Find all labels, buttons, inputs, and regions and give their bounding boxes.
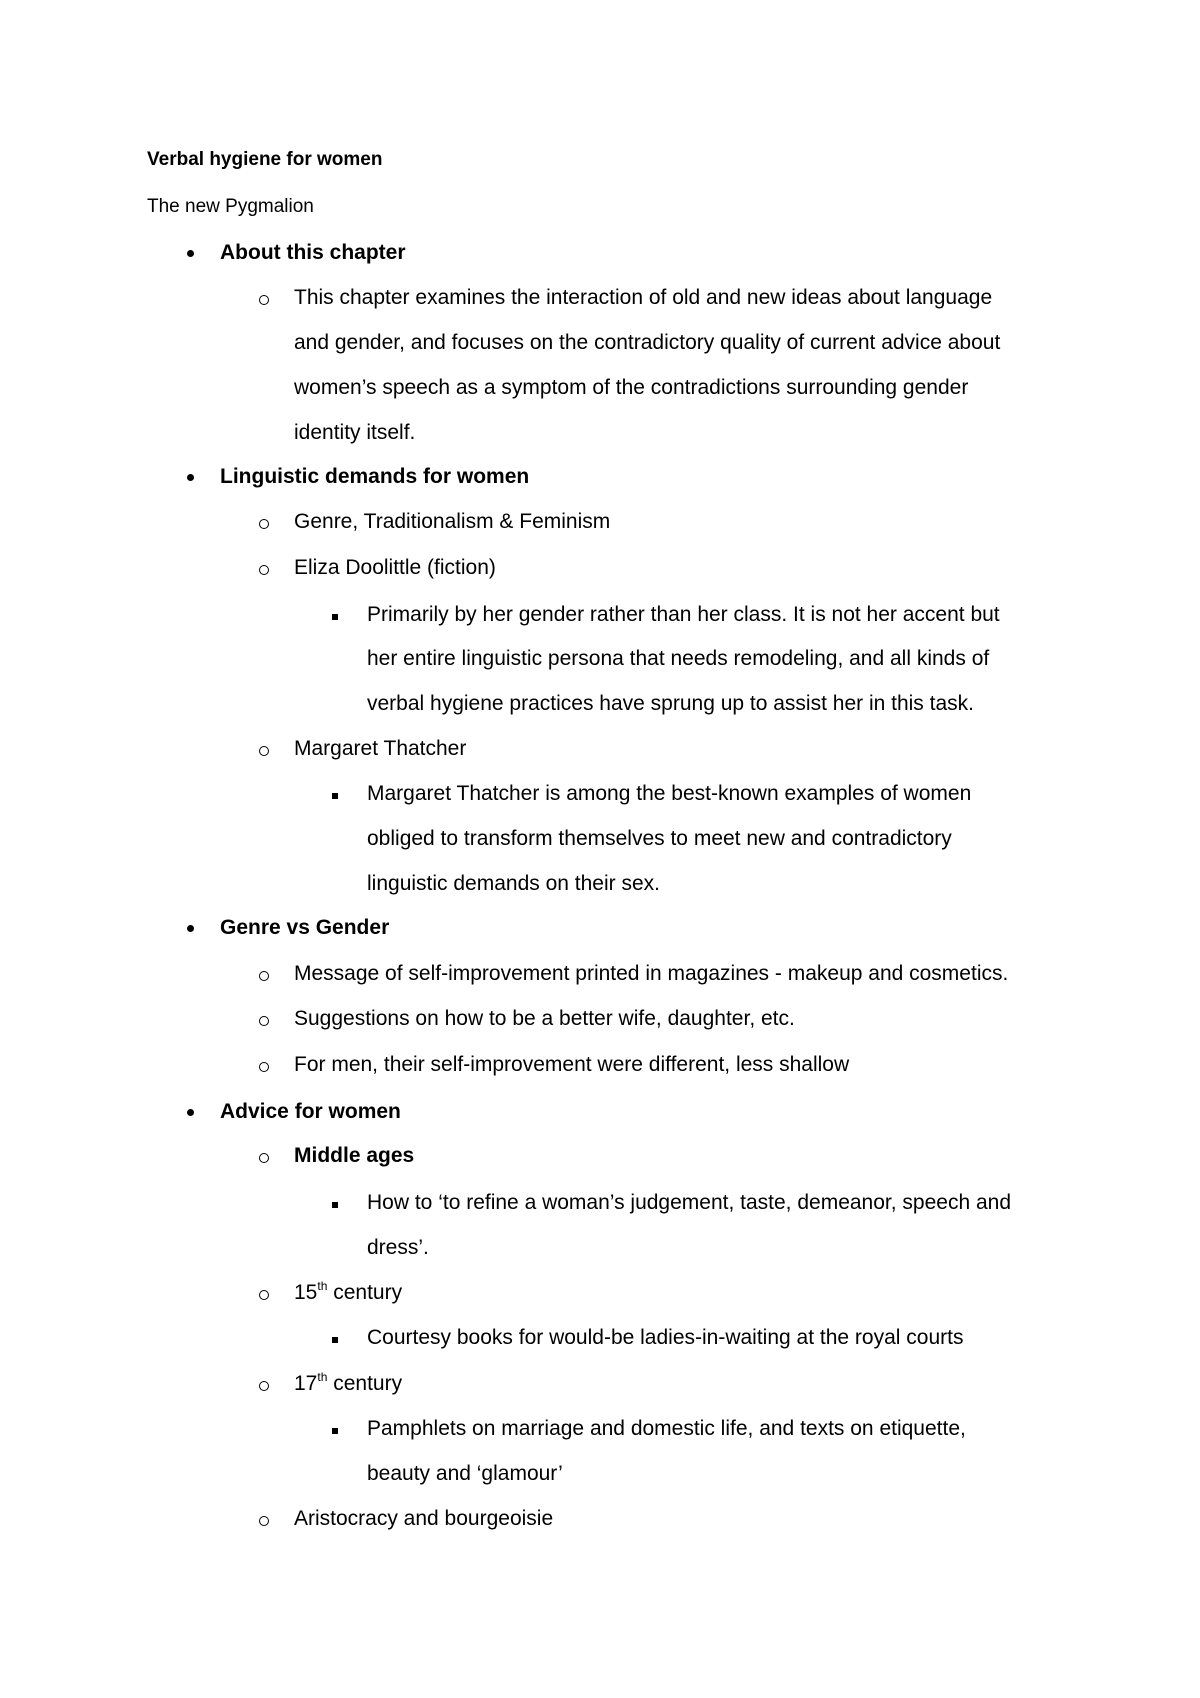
circle-bullet-icon [259, 295, 269, 305]
section-heading-advice: Advice for women [220, 1100, 401, 1123]
section-heading-about: About this chapter [220, 241, 406, 264]
paragraph-line: Pamphlets on marriage and domestic life, and texts on etiquette, [367, 1417, 966, 1440]
circle-bullet-icon [259, 1516, 269, 1526]
list-item [294, 1280, 402, 1306]
list-item: Margaret Thatcher [294, 737, 467, 760]
paragraph-line: and gender, and focuses on the contradictory quality of current advice about [294, 331, 1001, 354]
circle-bullet-icon [259, 1016, 269, 1026]
paragraph-line: dress’. [367, 1236, 429, 1259]
paragraph-line: This chapter examines the interaction of old and new ideas about language [294, 286, 993, 309]
section-heading-genre-vs-gender: Genre vs Gender [220, 916, 390, 939]
century-number: 15 [294, 1281, 318, 1304]
circle-bullet-icon [259, 1153, 269, 1163]
circle-bullet-icon [259, 1381, 269, 1391]
century-word: century [327, 1281, 403, 1304]
list-item: Aristocracy and bourgeoisie [294, 1507, 554, 1530]
square-bullet-icon [332, 1337, 338, 1343]
bullet-icon [187, 250, 194, 257]
list-item: For men, their self-improvement were different, less shallow [294, 1053, 850, 1076]
paragraph-line: verbal hygiene practices have sprung up to assist her in this task. [367, 692, 974, 715]
square-bullet-icon [332, 614, 338, 620]
century-number: 17 [294, 1372, 318, 1395]
paragraph-line: obliged to transform themselves to meet new and contradictory [367, 827, 952, 850]
paragraph-line: Margaret Thatcher is among the best-known examples of women [367, 782, 972, 805]
paragraph-line: beauty and ‘glamour’ [367, 1462, 563, 1485]
document-title: Verbal hygiene for women [147, 149, 383, 170]
section-heading-linguistic-demands: Linguistic demands for women [220, 465, 530, 488]
circle-bullet-icon [259, 565, 269, 575]
paragraph-line: linguistic demands on their sex. [367, 872, 660, 895]
circle-bullet-icon [259, 519, 269, 529]
ordinal-suffix: th [317, 1370, 328, 1384]
century-word: century [327, 1372, 403, 1395]
bullet-icon [187, 925, 194, 932]
paragraph-line: identity itself. [294, 421, 416, 444]
circle-bullet-icon [259, 971, 269, 981]
paragraph-line: her entire linguistic persona that needs remodeling, and all kinds of [367, 647, 990, 670]
paragraph-line: Courtesy books for would-be ladies-in-waiting at the royal courts [367, 1326, 964, 1349]
square-bullet-icon [332, 1428, 338, 1434]
square-bullet-icon [332, 1202, 338, 1208]
paragraph-line: women’s speech as a symptom of the contradictions surrounding gender [294, 376, 969, 399]
list-item: Middle ages [294, 1144, 415, 1167]
list-item [294, 1371, 402, 1397]
list-item: Suggestions on how to be a better wife, daughter, etc. [294, 1007, 795, 1030]
list-item: Message of self-improvement printed in magazines - makeup and cosmetics. [294, 962, 1009, 985]
ordinal-suffix: th [317, 1279, 328, 1293]
paragraph-line: How to ‘to refine a woman’s judgement, taste, demeanor, speech and [367, 1191, 1011, 1214]
circle-bullet-icon [259, 746, 269, 756]
list-item: Genre, Traditionalism & Feminism [294, 510, 611, 533]
square-bullet-icon [332, 793, 338, 799]
bullet-icon [187, 474, 194, 481]
document-subtitle: The new Pygmalion [147, 196, 314, 217]
circle-bullet-icon [259, 1290, 269, 1300]
list-item: Eliza Doolittle (fiction) [294, 556, 496, 579]
paragraph-line: Primarily by her gender rather than her class. It is not her accent but [367, 603, 1000, 626]
bullet-icon [187, 1109, 194, 1116]
circle-bullet-icon [259, 1062, 269, 1072]
